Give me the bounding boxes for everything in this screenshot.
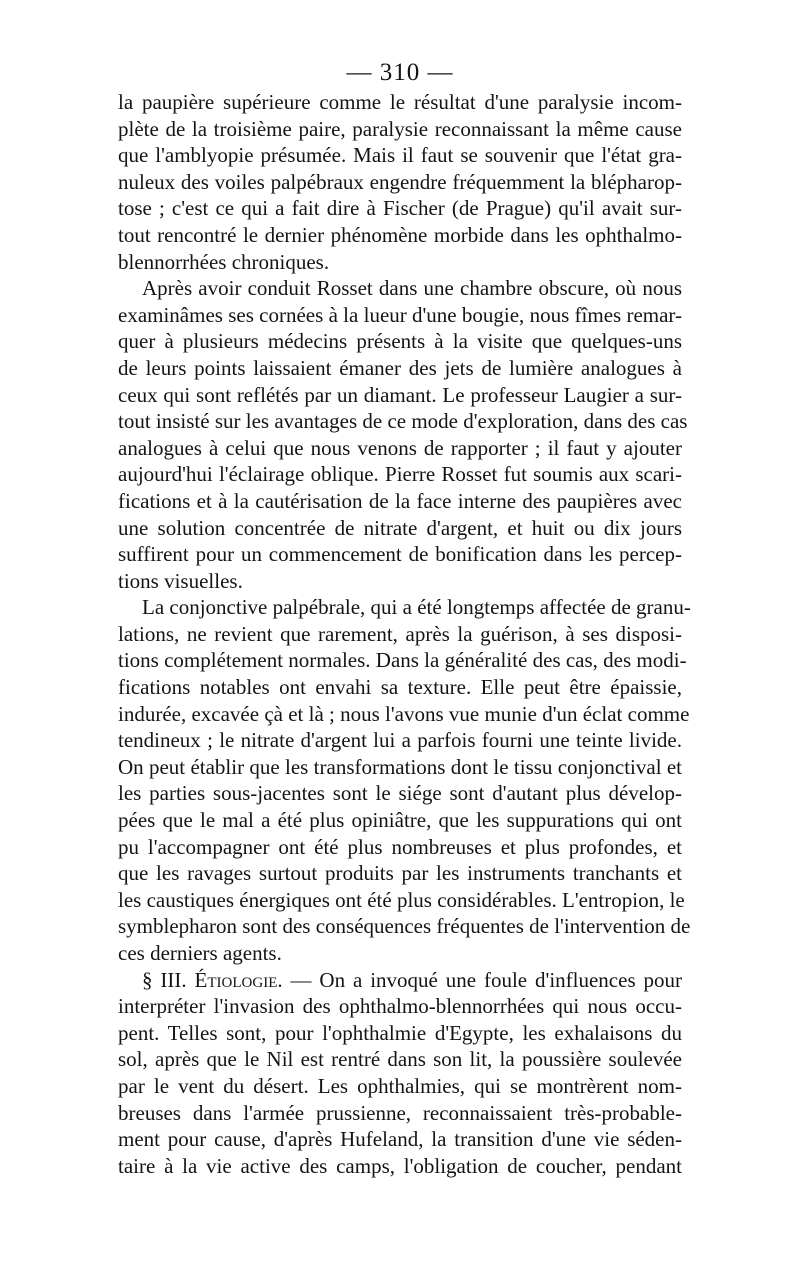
text-line: tions complétement normales. Dans la généralité des cas, des modi- (118, 648, 687, 673)
text-line: blennorrhées chroniques. (118, 249, 330, 274)
section-title: Étiologie. (194, 967, 283, 992)
text-line: sol, après que le Nil est rentré dans son lit, la poussière soulevée (118, 1047, 682, 1072)
text-line: tout rencontré le dernier phénomène morbide dans les ophthalmo- (118, 222, 682, 247)
page-number: — 310 — (346, 59, 454, 86)
text-line: lations, ne revient que rarement, après la guérison, à ses disposi- (118, 621, 682, 646)
text-line: interpréter l'invasion des ophthalmo-blennorrhées qui nous occu- (118, 994, 682, 1019)
text-line: analogues à celui que nous venons de rapporter ; il faut y ajouter (118, 435, 682, 460)
text-line: une solution concentrée de nitrate d'argent, et huit ou dix jours (118, 515, 682, 540)
text-line: tose ; c'est ce qui a fait dire à Fischer (de Prague) qu'il avait sur- (118, 196, 682, 221)
text-line: que les ravages surtout produits par les instruments tranchants et (118, 861, 682, 886)
text-line: indurée, excavée çà et là ; nous l'avons vue munie d'un éclat comme (118, 701, 690, 726)
text-line: suffirent pour un commencement de bonification dans les percep- (118, 542, 682, 567)
text-line: les caustiques énergiques ont été plus considérables. L'entropion, le (118, 887, 685, 912)
text-line: pent. Telles sont, pour l'ophthalmie d'Egypte, les exhalaisons du (118, 1020, 682, 1045)
text-line: la paupière supérieure comme le résultat d'une paralysie incom- (118, 90, 682, 114)
paragraph-1 (118, 89, 682, 275)
text-line: tout insisté sur les avantages de ce mode d'exploration, dans des cas (118, 409, 688, 434)
text-line: tions visuelles. (118, 568, 243, 593)
text-run: — On a invoqué une foule d'influences pour (282, 967, 683, 992)
text-line: Après avoir conduit Rosset dans une chambre obscure, où nous (142, 276, 682, 301)
paragraph-2 (118, 275, 688, 594)
text-line: taire à la vie active des camps, l'obligation de coucher, pendant (118, 1153, 682, 1178)
text-line: nuleux des voiles palpébraux engendre fréquemment la blépharop- (118, 169, 682, 194)
text-line: pu l'accompagner ont été plus nombreuses et plus profondes, et (118, 834, 682, 859)
text-line: plète de la troisième paire, paralysie reconnaissant la même cause (118, 116, 682, 141)
text-line: ment pour cause, d'après Hufeland, la transition d'une vie séden- (118, 1127, 682, 1152)
text-line: breuses dans l'armée prussienne, reconnaissaient très-probable- (118, 1100, 682, 1125)
text-line: que l'amblyopie présumée. Mais il faut se souvenir que l'état gra- (118, 143, 682, 168)
text-line: fications notables ont envahi sa texture. Elle peut être épaissie, (118, 675, 682, 700)
body-text (118, 89, 691, 1179)
text-line: tendineux ; le nitrate d'argent lui a parfois fourni une teinte livide. (118, 728, 682, 753)
text-line: quer à plusieurs médecins présents à la visite que quelques-uns (118, 329, 682, 354)
text-line: de leurs points laissaient émaner des jets de lumière analogues à (118, 355, 682, 380)
text-line: aujourd'hui l'éclairage oblique. Pierre Rosset fut soumis aux scari- (118, 462, 682, 487)
text-line: par le vent du désert. Les ophthalmies, qui se montrèrent nom- (118, 1073, 682, 1098)
section-number: § III. (142, 967, 195, 992)
text-line: les parties sous-jacentes sont le siége sont d'autant plus dévelop- (118, 781, 682, 806)
text-line: examinâmes ses cornées à la lueur d'une bougie, nous fîmes remar- (118, 302, 682, 327)
paragraph-4 (118, 967, 682, 1180)
text-line: La conjonctive palpébrale, qui a été longtemps affectée de granu- (142, 595, 691, 620)
text-line: ces derniers agents. (118, 941, 282, 965)
paragraph-3 (118, 594, 691, 966)
text-line: On peut établir que les transformations dont le tissu conjonctival et (118, 754, 682, 779)
text-line: symblepharon sont des conséquences fréquentes de l'intervention de (118, 914, 691, 939)
section-heading-line (118, 967, 682, 994)
text-line: fications et à la cautérisation de la face interne des paupières avec (118, 488, 682, 513)
text-line: pées que le mal a été plus opiniâtre, que les suppurations qui ont (118, 808, 682, 833)
text-line: ceux qui sont reflétés par un diamant. Le professeur Laugier a sur- (118, 382, 682, 407)
